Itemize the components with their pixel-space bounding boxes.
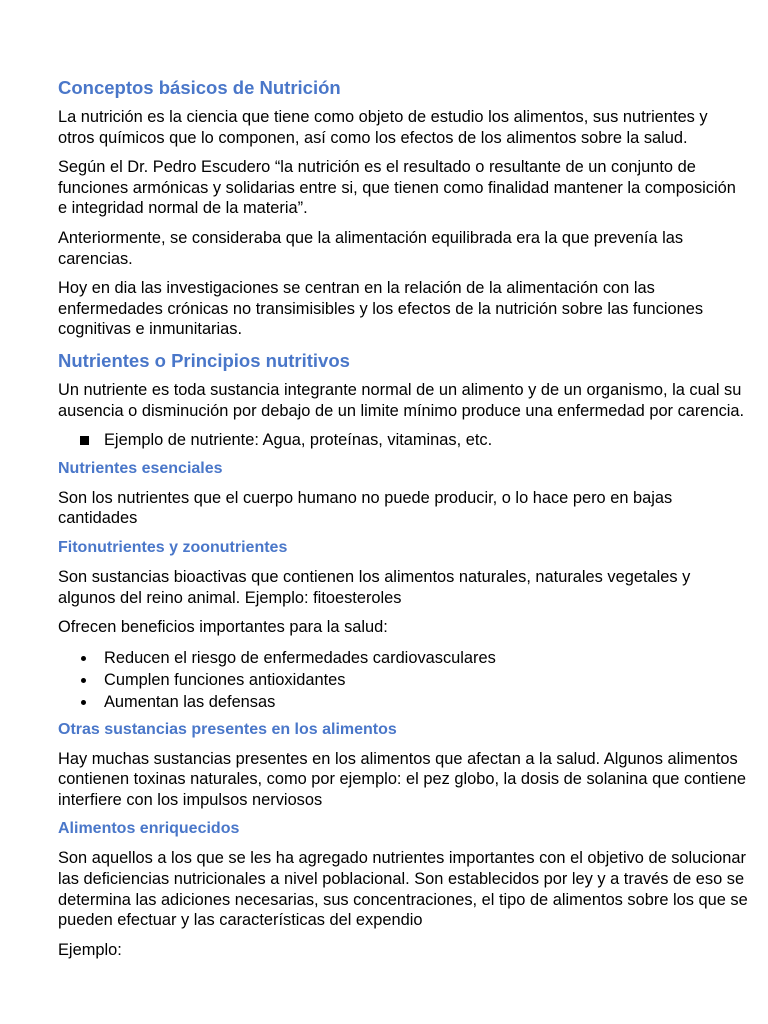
list-item (58, 691, 748, 713)
paragraph-definicion-nutriente: Un nutriente es toda sustancia integrante normal de un alimento y de un organismo, la cual su ausencia o disminución por debajo de un limite mínimo produce una enfermedad por carencia. (58, 380, 745, 420)
paragraph-fitonutrientes: Son sustancias bioactivas que contienen los alimentos naturales, naturales vegetales y algunos del reino animal. Ejemplo: fitoesteroles (58, 567, 691, 607)
section-title-otras-sustancias: Otras sustancias presentes en los alimentos (58, 720, 397, 738)
paragraph-ejemplo: Ejemplo: (58, 940, 122, 959)
paragraph-beneficios: Ofrecen beneficios importantes para la salud: (58, 618, 388, 637)
list-item-text: Aumentan las defensas (104, 692, 276, 711)
section-title-esenciales: Nutrientes esenciales (58, 459, 223, 477)
paragraph-cita-escudero: Según el Dr. Pedro Escudero “la nutrición es el resultado o resultante de un conjunto de funciones armónicas y solidarias entre si, que tienen como finalidad mantener la composición e integridad normal de la materia”. (58, 158, 736, 218)
paragraph-esenciales: Son los nutrientes que el cuerpo humano no puede producir, o lo hace pero en bajas cantidades (58, 488, 673, 528)
section-title-nutrientes: Nutrientes o Principios nutritivos (58, 349, 350, 371)
paragraph-enriquecidos: Son aquellos a los que se les ha agregado nutrientes importantes con el objetivo de solucionar las deficiencias nutricionales a nivel poblacional. Son establecidos por ley y a través de eso se determina las adiciones necesarias, sus concentraciones, el tipo de alimentos sobre los que se pueden efectuar y las características del expendio (58, 849, 748, 930)
document-page (58, 76, 748, 969)
list-item (58, 430, 748, 451)
section-title-enriquecidos: Alimentos enriquecidos (58, 820, 240, 838)
paragraph-definicion-nutricion: La nutrición es la ciencia que tiene como objeto de estudio los alimentos, sus nutrientes y otros químicos que lo componen, así como los efectos de los alimentos sobre la salud. (58, 108, 708, 147)
section-title-conceptos: Conceptos básicos de Nutrición (58, 77, 341, 98)
section-title-fitonutrientes: Fitonutrientes y zoonutrientes (58, 538, 288, 556)
paragraph-alimentacion-equilibrada: Anteriormente, se consideraba que la alimentación equilibrada era la que prevenía las carencias. (58, 228, 684, 268)
paragraph-otras-sustancias: Hay muchas sustancias presentes en los alimentos que afectan a la salud. Algunos alimentos contienen toxinas naturales, como por ejemplo: el pez globo, la dosis de solanina que contiene interfiere con los impulsos nerviosos (58, 749, 746, 809)
paragraph-investigaciones: Hoy en dia las investigaciones se centran en la relación de la alimentación con las enfermedades crónicas no transimisibles y los efectos de la nutrición sobre las funciones cognitivas e inmunitarias. (58, 279, 704, 339)
example-list (58, 430, 748, 451)
list-item (58, 669, 748, 691)
list-item-text: Cumplen funciones antioxidantes (104, 670, 346, 689)
bullet-icon (81, 678, 86, 683)
benefits-list (58, 647, 748, 713)
bullet-icon (81, 700, 86, 705)
square-bullet-icon (80, 436, 89, 445)
bullet-icon (81, 656, 86, 661)
list-item-text: Reducen el riesgo de enfermedades cardiovasculares (104, 648, 496, 667)
list-item (58, 647, 748, 669)
list-item-text: Ejemplo de nutriente: Agua, proteínas, vitaminas, etc. (104, 431, 493, 450)
